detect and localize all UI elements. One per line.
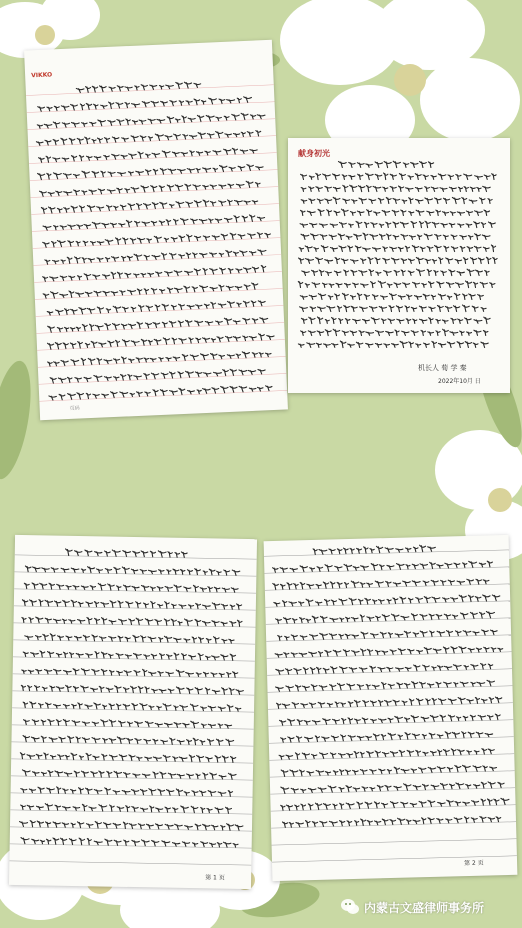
letter-page-4 (264, 535, 518, 881)
page-number: 第 1 页 (205, 874, 225, 882)
handwriting-block (288, 138, 510, 393)
page-number: 页码 (69, 405, 80, 412)
ruled-lines (24, 40, 288, 420)
signature: 机长人 荀 学 秦 (418, 364, 467, 372)
letter-page-1 (24, 40, 288, 420)
signature-date: 2022年10月 日 (438, 378, 481, 385)
letter-page-2 (288, 138, 510, 393)
letter-page-3 (9, 535, 257, 889)
brand-label: VIKKO (31, 71, 53, 80)
watermark-text: 内蒙古文盛律师事务所 (364, 900, 485, 915)
ruled-lines (9, 535, 257, 889)
wechat-icon (340, 898, 360, 916)
ruled-lines (264, 535, 518, 881)
page-number: 第 2 页 (464, 859, 484, 868)
paper-header: 献身初光 (298, 149, 330, 158)
watermark (340, 896, 520, 918)
